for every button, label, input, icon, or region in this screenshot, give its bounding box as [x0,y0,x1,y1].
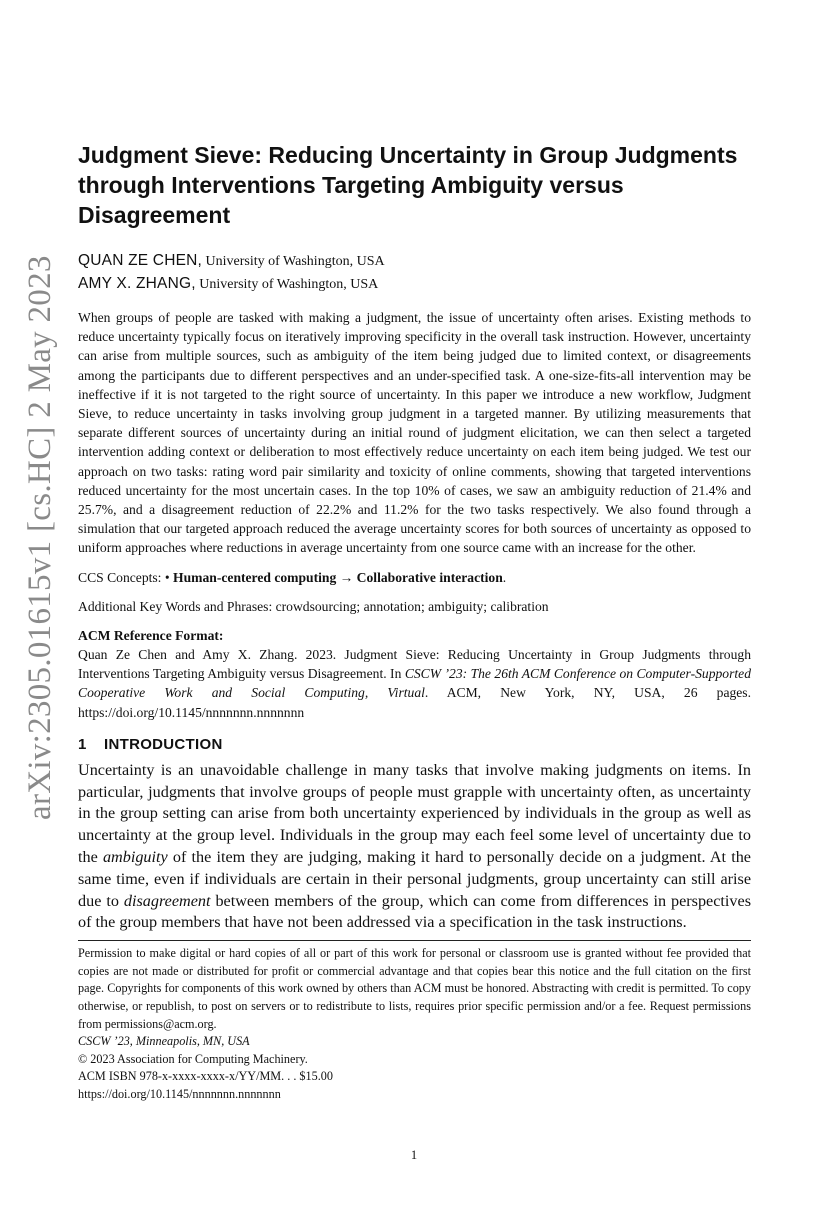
author-affiliation: University of Washington, USA [202,254,385,269]
section-number: 1 [78,735,87,753]
section-title: INTRODUCTION [104,735,223,753]
paper-title: Judgment Sieve: Reducing Uncertainty in Group Judgments through Interventions Targeting Ambiguity versus Disagreement [78,142,738,228]
introduction-paragraph [78,760,751,934]
author-entry [78,250,751,273]
page-content [78,140,751,1104]
intro-emphasis-disagreement: disagreement [123,891,211,910]
intro-text: of the item they are judging, making it hard to personally decide on a judgment. At the same time, even if individuals are certain in their personal judgments, group uncertainty can still arise due to [78,848,751,910]
permission-notice: Permission to make digital or hard copies of all or part of this work for personal or classroom use is granted without fee provided that copies are not made or distributed for profit or commercial advantage and that copies bear this notice and the full citation on the first page. Copyrights for components of this work owned by others than ACM must be honored. Abstracting with credit is permitted. To copy otherwise, or republish, to post on servers or to redistribute to lists, requires prior specific permission and/or a fee. Request permissions from permissions@acm.org. [78,946,751,1031]
ccs-arrow: → [336,569,357,585]
doi-line: https://doi.org/10.1145/nnnnnnn.nnnnnnn [78,1086,281,1101]
isbn-line: ACM ISBN 978-x-xxxx-xxxx-x/YY/MM. . . $15.00 [78,1069,333,1084]
ccs-primary: Human-centered computing [173,569,337,585]
ccs-label: CCS Concepts: • [78,569,174,585]
page-number: 1 [410,1148,418,1162]
acm-reference-text: Quan Ze Chen and Amy X. Zhang. 2023. Judgment Sieve: Reducing Uncertainty in Group Judgments through Interventions Targeting Ambiguity versus Disagreement. In [78,647,751,682]
acm-reference-venue: CSCW ’23: The 26th ACM Conference on Computer-Supported Cooperative Work and Social Computing, Virtual [78,666,751,701]
ccs-end: . [502,569,507,585]
abstract: When groups of people are tasked with making a judgment, the issue of uncertainty often arises. Existing methods to reduce uncertainty typically focus on iteratively improving specificity in the overall task instruction. However, uncertainty can arise from multiple sources, such as ambiguity of the item being judged due to limited context, or disagreements among the participants due to different perspectives and an under-specified task. A one-size-fits-all intervention may be ineffective if it is not targeted to the right source of uncertainty. In this paper we introduce a new workflow, Judgment Sieve, to reduce uncertainty in tasks involving group judgment in a targeted manner. By utilizing measurements that separate different sources of uncertainty during an initial round of judgment elicitation, we can then select a targeted intervention adding context or deliberation to most effectively reduce uncertainty on each item being judged. We test our approach on two tasks: rating word pair similarity and toxicity of online comments, showing that targeted interventions reduced uncertainty for the most uncertain cases. In the top 10% of cases, we saw an ambiguity reduction of 21.4% and 25.7%, and a disagreement reduction of 22.2% and 11.2% for the two tasks respectively. We also found through a simulation that our targeted approach reduced the average uncertainty scores for both sources of uncertainty as opposed to uniform approaches where reductions in average uncertainty from one source came with an increase for the other. [78,310,751,556]
intro-text: Uncertainty is an unavoidable challenge in many tasks that involve making judgments on items. In particular, judgments that involve groups of people must grapple with uncertainty often, as uncertainty in the group setting can arise from both uncertainty experienced by individuals in the group as well as uncertainty at the group level. Individuals in the group may each feel some level of uncertainty due to the [78,760,751,867]
acm-reference-doi: . ACM, New York, NY, USA, 26 pages. https://doi.org/10.1145/nnnnnnn.nnnnnnn [78,685,751,720]
author-affiliation: University of Washington, USA [195,277,379,292]
intro-text: between members of the group, which can come from differences in perspectives of the group members that have not been addressed via a specification in the task instructions. [78,891,751,932]
acm-reference-heading: ACM Reference Format: [78,628,224,644]
acm-reference [78,645,751,722]
ccs-secondary: Collaborative interaction [356,569,503,585]
author-list [78,250,751,296]
footnote-divider [78,940,751,941]
copyright-line: © 2023 Association for Computing Machinery. [78,1051,308,1066]
arxiv-identifier-stamp: arXiv:2305.01615v1 [cs.HC] 2 May 2023 [22,255,58,820]
author-name: QUAN ZE CHEN, [78,252,203,269]
ccs-concepts [78,568,751,587]
author-entry [78,273,751,296]
intro-emphasis-ambiguity: ambiguity [102,848,168,867]
author-name: AMY X. ZHANG, [78,275,196,292]
conference-venue: CSCW ’23, Minneapolis, MN, USA [78,1034,250,1049]
keywords: Additional Key Words and Phrases: crowdsourcing; annotation; ambiguity; calibration [78,598,549,614]
section-heading-introduction [78,734,751,756]
